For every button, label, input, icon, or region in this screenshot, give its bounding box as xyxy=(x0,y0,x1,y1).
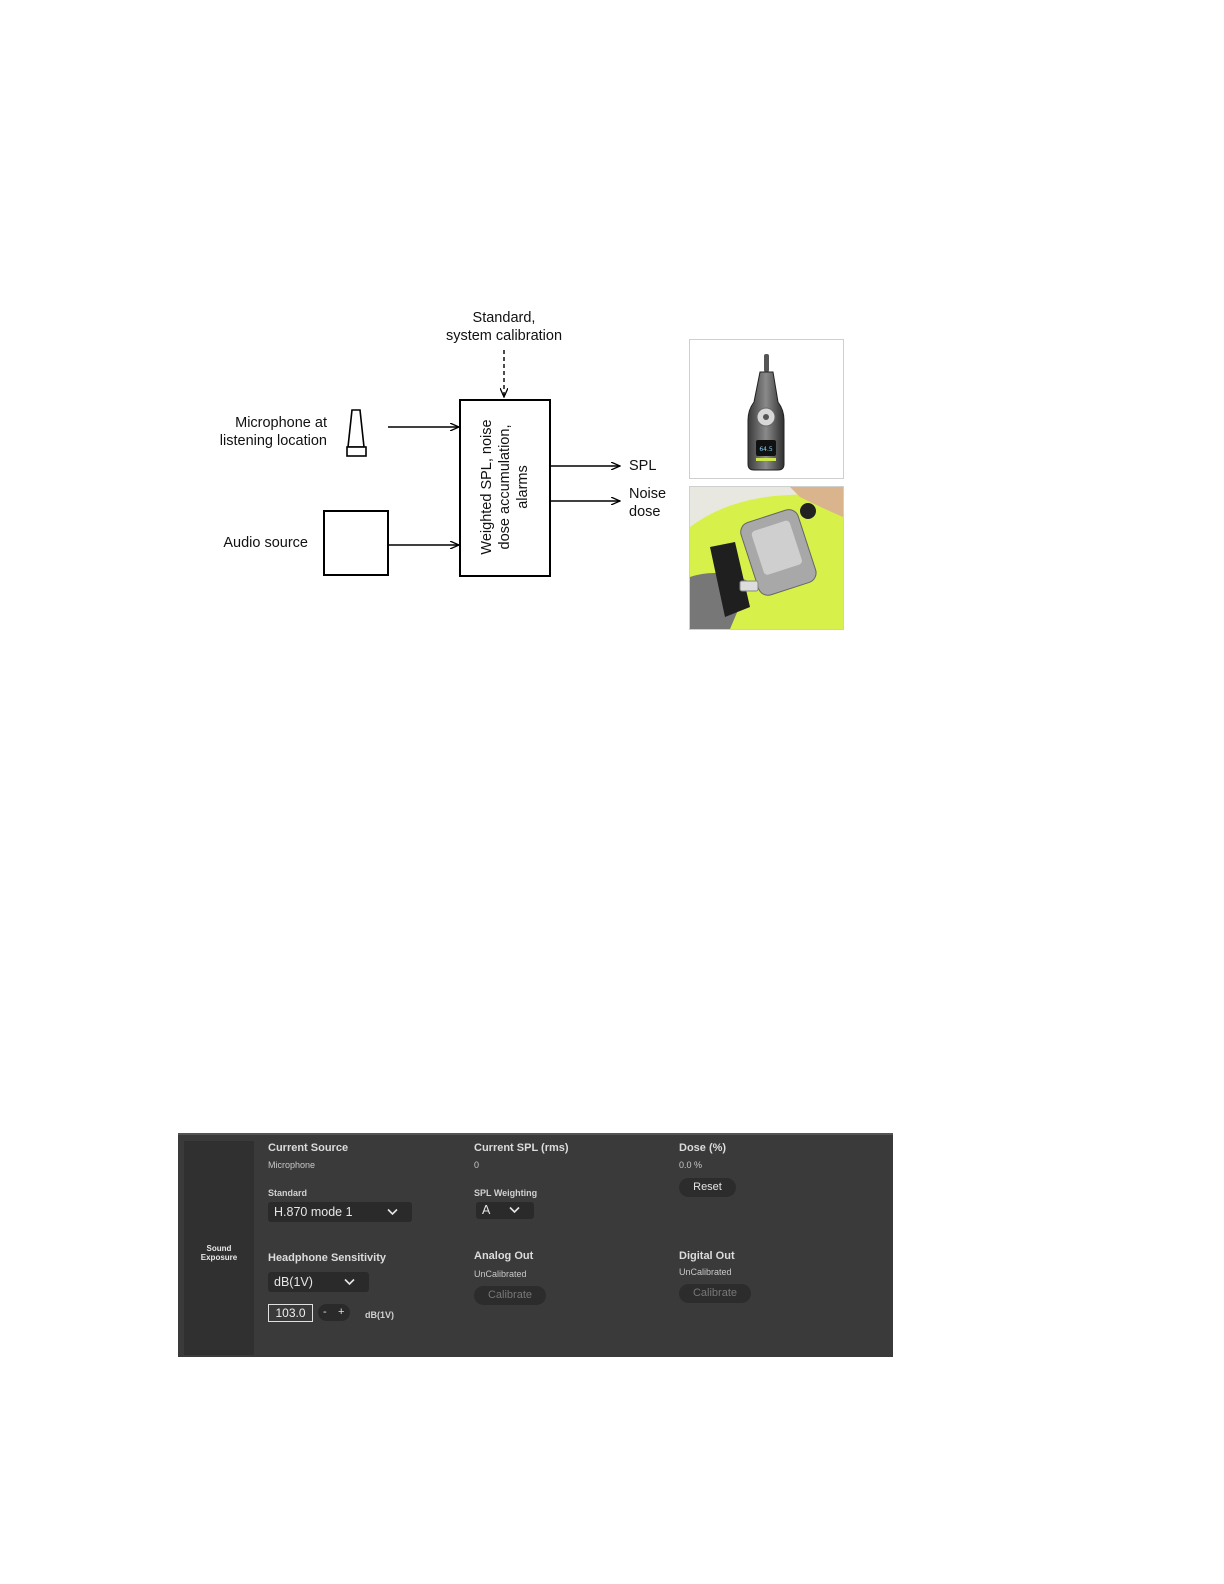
sensitivity-stepper xyxy=(318,1304,350,1321)
microphone-icon xyxy=(347,410,366,456)
analog-out-status: UnCalibrated xyxy=(474,1269,527,1279)
sound-exposure-panel xyxy=(178,1133,893,1357)
sound-level-meter-icon xyxy=(690,340,843,478)
spl-weighting-selected: A xyxy=(482,1203,491,1217)
noise-dose-line2: dose xyxy=(629,504,661,520)
chevron-down-icon xyxy=(387,1208,398,1216)
audio-source-label: Audio source xyxy=(223,535,308,551)
block-label-line1: Weighted SPL, noise xyxy=(479,419,495,555)
dose-label: Dose (%) xyxy=(679,1142,727,1154)
sensitivity-unit-selected: dB(1V) xyxy=(274,1275,313,1289)
current-spl-value: 0 xyxy=(474,1160,480,1170)
spl-output-label: SPL xyxy=(629,458,657,474)
calibration-label-line2: system calibration xyxy=(445,328,563,344)
calibration-label xyxy=(424,309,584,345)
sound-exposure-nav[interactable] xyxy=(184,1141,254,1355)
noise-dose-line1: Noise xyxy=(629,486,667,502)
standard-label: Standard xyxy=(268,1188,308,1198)
increment-button[interactable]: + xyxy=(338,1306,345,1318)
standard-selected: H.870 mode 1 xyxy=(274,1205,353,1219)
chevron-down-icon xyxy=(344,1278,355,1286)
sound-level-meter-photo xyxy=(689,339,844,479)
decrement-button[interactable]: - xyxy=(323,1306,327,1318)
dosimeter-vest-icon xyxy=(690,487,843,629)
meter-display-text: 64.5 xyxy=(759,446,773,453)
microphone-label-line2: listening location xyxy=(219,433,327,449)
calibration-label-line1: Standard, xyxy=(472,310,536,326)
spl-weighting-label: SPL Weighting xyxy=(474,1188,538,1198)
analog-out-label: Analog Out xyxy=(474,1250,534,1262)
standard-select[interactable] xyxy=(268,1202,412,1222)
dose-value: 0.0 % xyxy=(679,1160,703,1170)
sensitivity-unit-label: dB(1V) xyxy=(365,1310,394,1320)
digital-out-status: UnCalibrated xyxy=(679,1267,732,1277)
chevron-down-icon xyxy=(509,1206,520,1214)
sensitivity-unit-select[interactable] xyxy=(268,1272,369,1292)
nav-label-line2: Exposure xyxy=(200,1253,238,1262)
nav-label-line1: Sound xyxy=(206,1244,232,1253)
dosimeter-vest-photo xyxy=(689,486,844,630)
current-source-value: Microphone xyxy=(268,1160,316,1170)
audio-source-box xyxy=(324,511,388,575)
digital-calibrate-button[interactable]: Calibrate xyxy=(679,1284,751,1303)
sensitivity-value-input[interactable]: 103.0 xyxy=(268,1304,313,1322)
block-label xyxy=(460,399,550,575)
reset-button[interactable]: Reset xyxy=(679,1178,736,1197)
block-label-line2: dose accumulation, xyxy=(497,424,513,550)
microphone-label xyxy=(180,414,327,450)
analog-calibrate-button[interactable]: Calibrate xyxy=(474,1286,546,1305)
current-source-label: Current Source xyxy=(268,1142,349,1154)
noise-dose-output-label xyxy=(629,485,666,521)
block-diagram xyxy=(0,0,1224,700)
spl-weighting-select[interactable] xyxy=(476,1202,534,1219)
headphone-sensitivity-label: Headphone Sensitivity xyxy=(268,1252,386,1264)
microphone-label-line1: Microphone at xyxy=(235,415,327,431)
digital-out-label: Digital Out xyxy=(679,1250,735,1262)
block-label-line3: alarms xyxy=(515,465,531,509)
current-spl-label: Current SPL (rms) xyxy=(474,1142,569,1154)
